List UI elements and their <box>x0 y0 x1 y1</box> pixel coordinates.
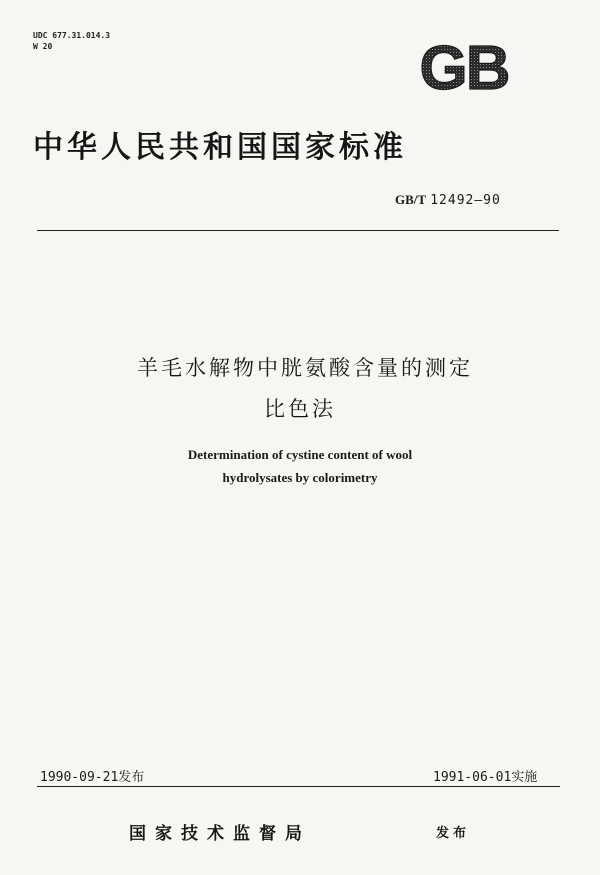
standard-number-prefix: GB/T <box>395 192 427 207</box>
chinese-title-line2: 比色法 <box>264 397 336 421</box>
implementation-date: 1991-06-01实施 <box>433 770 538 785</box>
classification-codes <box>33 30 110 52</box>
header-divider <box>37 230 559 231</box>
chinese-title-line1: 羊毛水解物中胱氨酸含量的测定 <box>137 356 473 380</box>
english-title-line2: hydrolysates by colorimetry <box>222 470 378 485</box>
class-code: W 20 <box>33 42 53 51</box>
issuing-authority-suffix: 发布 <box>436 826 471 841</box>
gb-logo-text: GB <box>419 40 509 92</box>
org-title: 中华人民共和国国家标准 <box>33 130 407 165</box>
english-title-line1: Determination of cystine content of wool <box>187 447 413 462</box>
gb-logo <box>402 40 527 92</box>
footer-divider <box>37 786 560 787</box>
udc-code: UDC 677.31.014.3 <box>33 31 111 40</box>
standard-number <box>395 192 501 208</box>
issue-date: 1990-09-21发布 <box>40 770 145 785</box>
standard-number-value: 12492—90 <box>430 193 501 208</box>
issuing-authority: 国家技术监督局 <box>129 824 311 844</box>
